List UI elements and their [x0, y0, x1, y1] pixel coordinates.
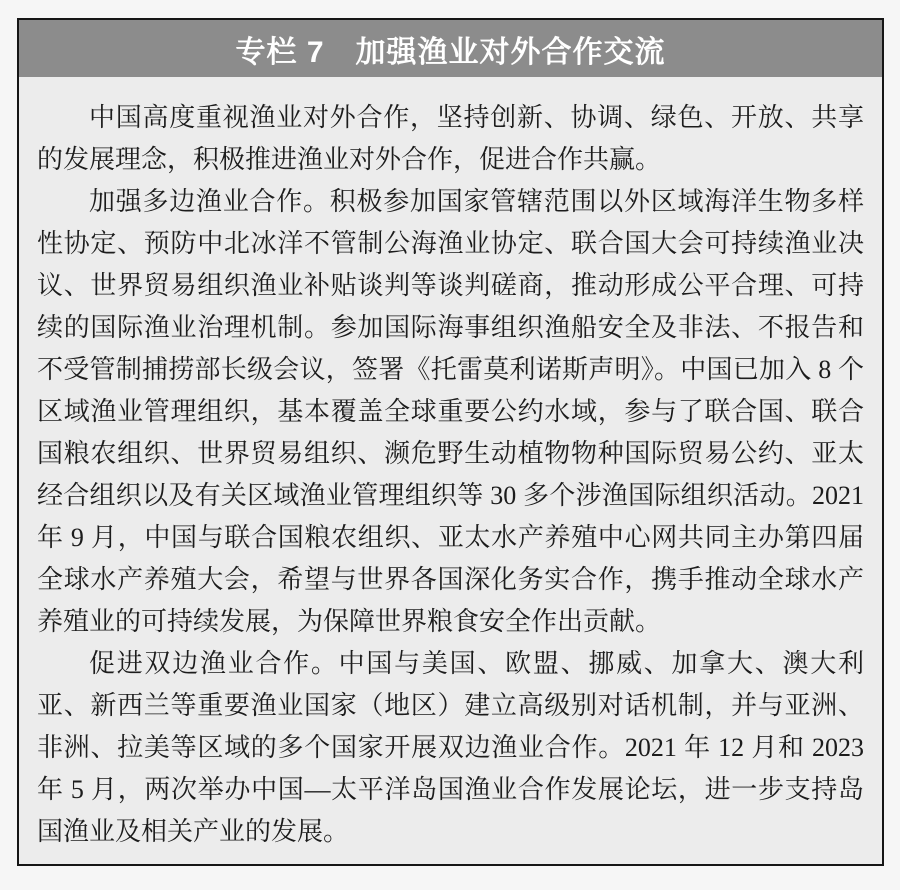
column-box-panel — [17, 18, 884, 866]
panel-header-bar — [19, 20, 882, 77]
panel-body-text — [19, 77, 882, 853]
paragraph-bilateral-cooperation: 促进双边渔业合作。中国与美国、欧盟、挪威、加拿大、澳大利亚、新西兰等重要渔业国家（地区）建立高级别对话机制，并与亚洲、非洲、拉美等区域的多个国家开展双边渔业合作。2021 年 12 月和 2023 年 5 月，两次举办中国—太平洋岛国渔业合作发展论坛，进一步支持岛国渔业及相关产业的发展。 — [37, 649, 864, 846]
paragraph-intro: 中国高度重视渔业对外合作，坚持创新、协调、绿色、开放、共享的发展理念，积极推进渔业对外合作，促进合作共赢。 — [37, 103, 864, 174]
panel-title: 专栏 7 加强渔业对外合作交流 — [235, 35, 666, 69]
paragraph-multilateral-cooperation: 加强多边渔业合作。积极参加国家管辖范围以外区域海洋生物多样性协定、预防中北冰洋不管制公海渔业协定、联合国大会可持续渔业决议、世界贸易组织渔业补贴谈判等谈判磋商，推动形成公平合理、可持续的国际渔业治理机制。参加国际海事组织渔船安全及非法、不报告和不受管制捕捞部长级会议，签署《托雷莫利诺斯声明》。中国已加入 8 个区域渔业管理组织，基本覆盖全球重要公约水域，参与了联合国、联合国粮农组织、世界贸易组织、濒危野生动植物物种国际贸易公约、亚太经合组织以及有关区域渔业管理组织等 30 多个涉渔国际组织活动。2021 年 9 月，中国与联合国粮农组织、亚太水产养殖中心网共同主办第四届全球水产养殖大会，希望与世界各国深化务实合作，携手推动全球水产养殖业的可持续发展，为保障世界粮食安全作出贡献。 — [37, 187, 864, 636]
